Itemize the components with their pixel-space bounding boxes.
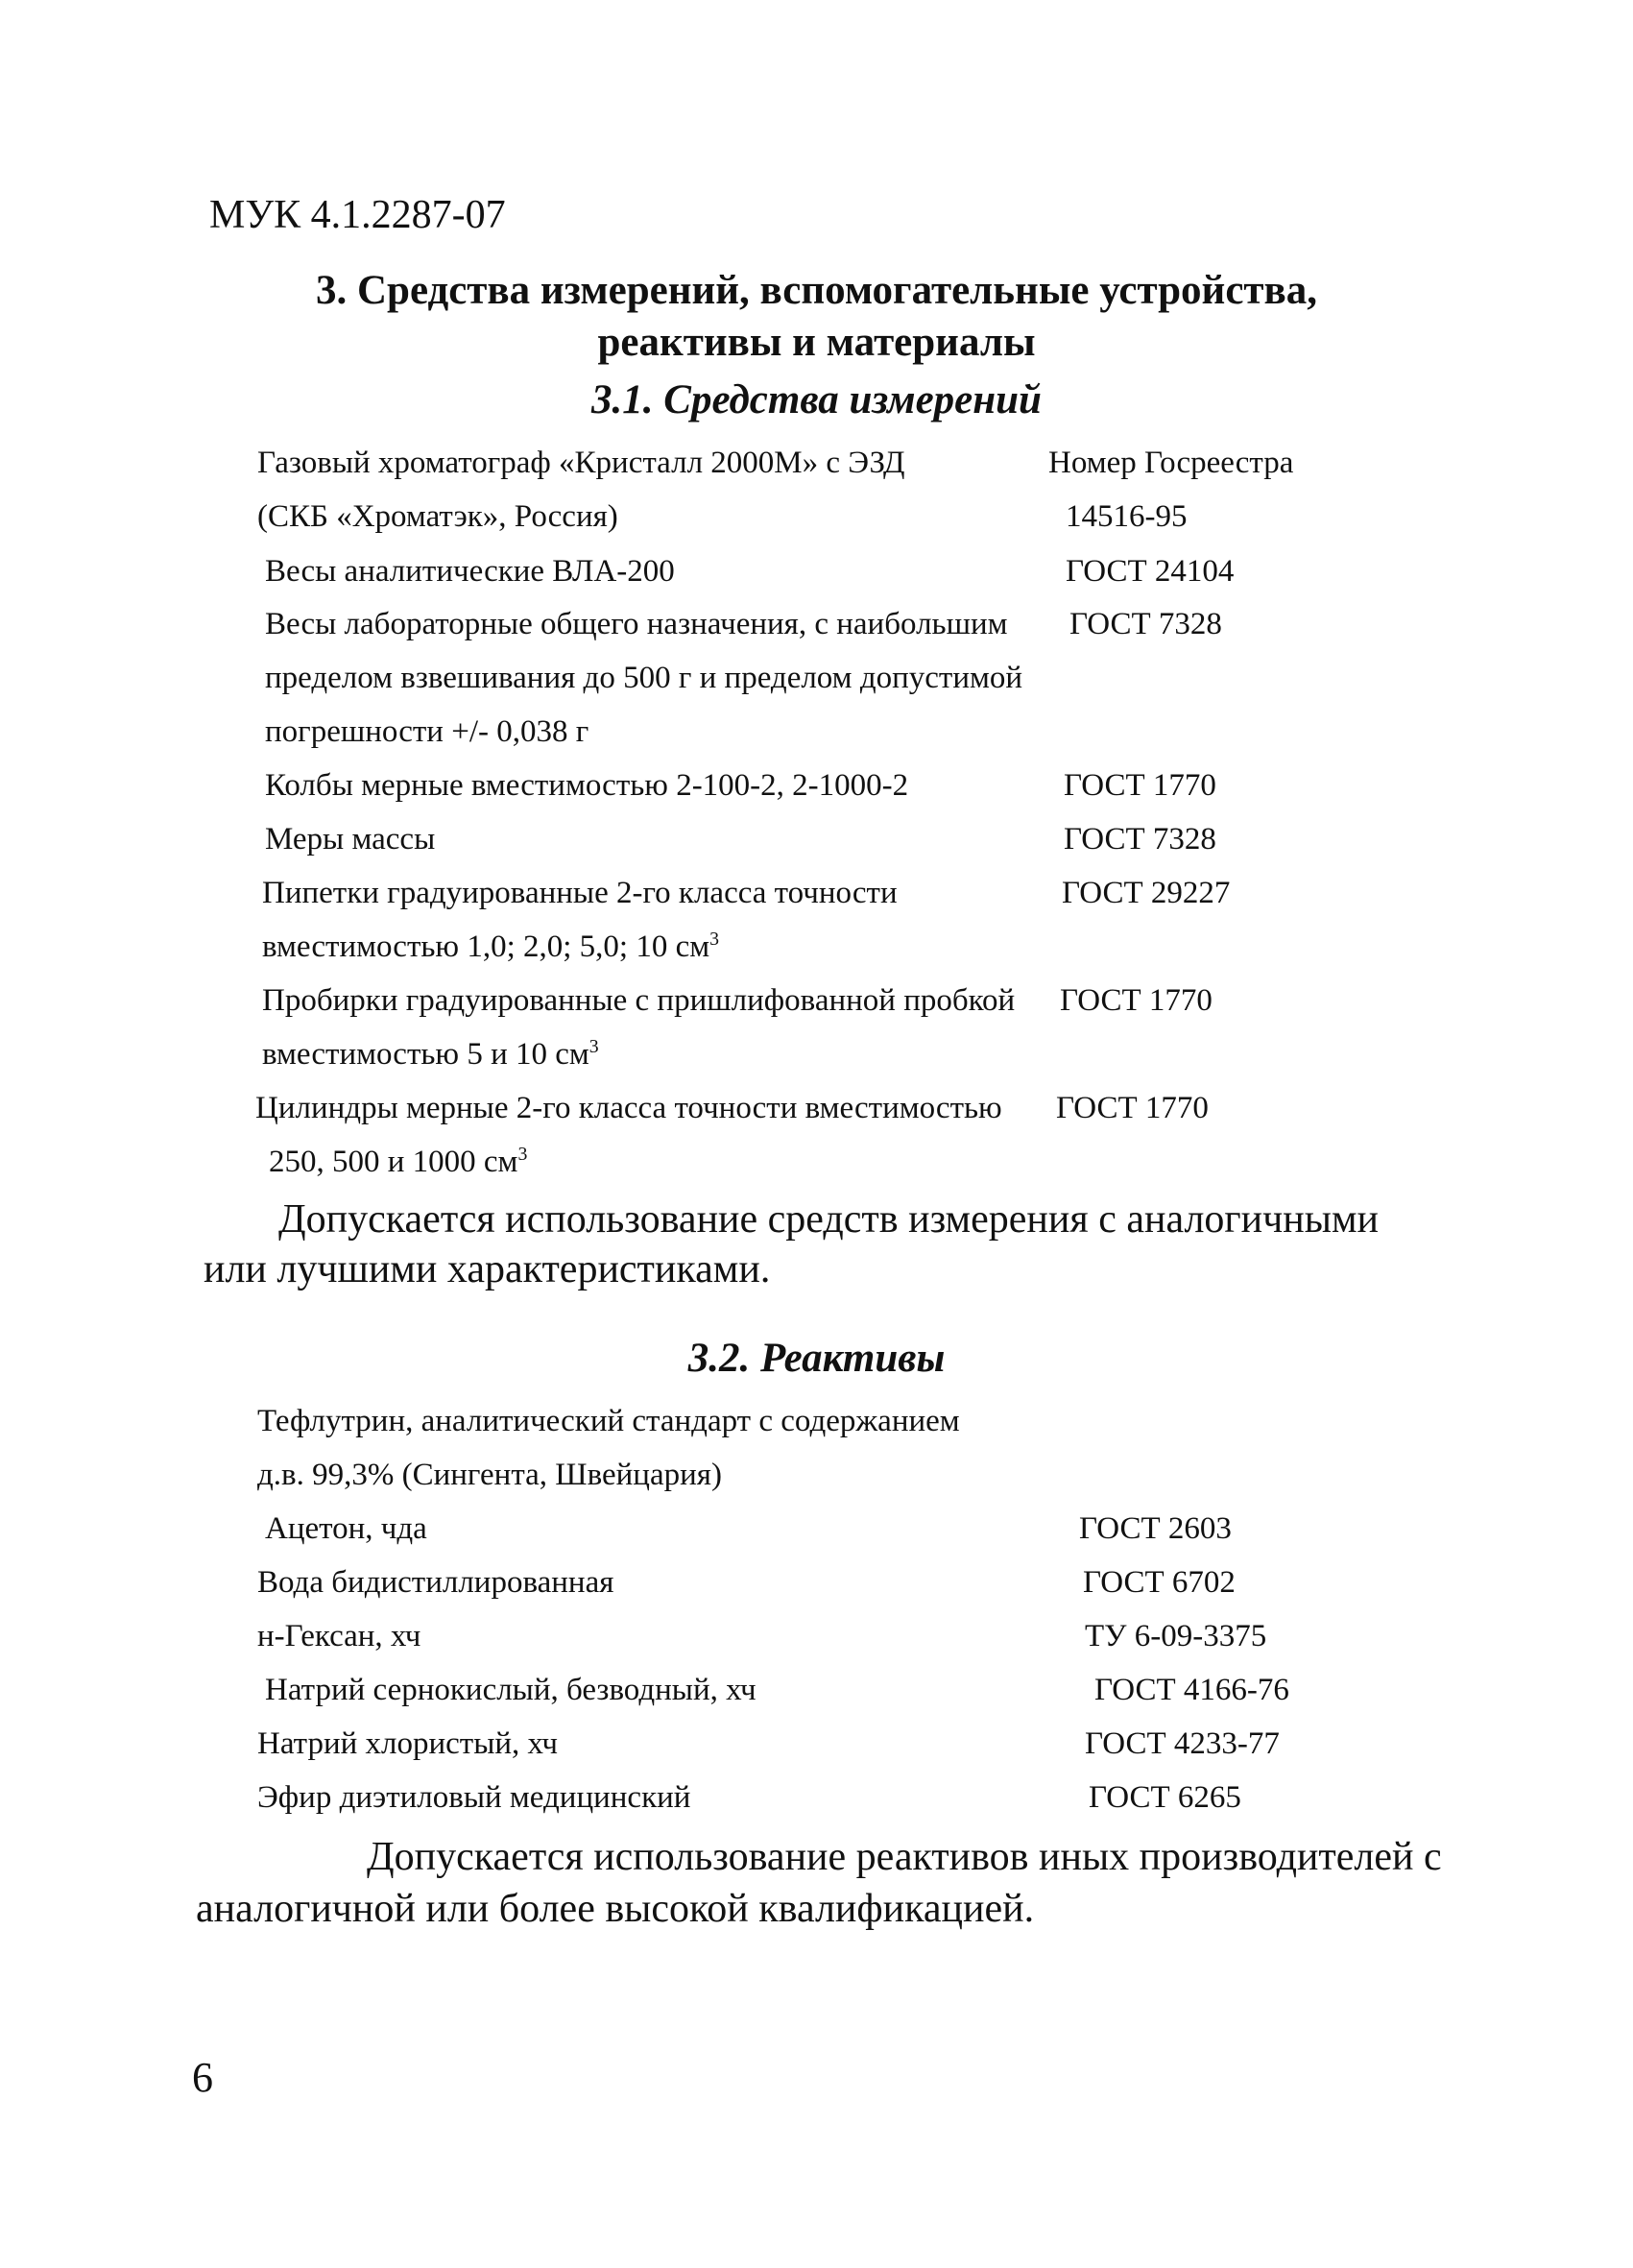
row-label: [265, 661, 1022, 696]
row-reference: Номер Госреестра: [1048, 446, 1294, 480]
row-label-text: вместимостью 1,0; 2,0; 5,0; 10 см: [262, 929, 710, 964]
row-label-text: Весы аналитические ВЛА-200: [265, 554, 675, 589]
row-label-text: (СКБ «Хроматэк», Россия): [257, 499, 618, 534]
row-reference: ГОСТ 29227: [1062, 876, 1231, 910]
row-label-text: погрешности +/- 0,038 г: [265, 714, 589, 749]
reagents-note-line-1: Допускается использование реактивов иных производителей с: [367, 1835, 1442, 1879]
row-label-text: Натрий сернокислый, безводный, хч: [265, 1673, 756, 1707]
row-label: [265, 822, 435, 857]
row-label-text: н-Гексан, хч: [257, 1619, 421, 1653]
row-label: [255, 1091, 1002, 1126]
row-label-text: Натрий хлористый, хч: [257, 1726, 559, 1761]
row-label-text: Пипетки градуированные 2-го класса точности: [262, 876, 898, 910]
row-reference: ГОСТ 7328: [1069, 607, 1222, 641]
row-reference: ГОСТ 4166-76: [1094, 1673, 1289, 1707]
row-label-text: Цилиндры мерные 2-го класса точности вместимостью: [255, 1091, 1002, 1125]
row-label: [265, 554, 675, 590]
row-label-text: Тефлутрин, аналитический стандарт с содержанием: [257, 1404, 960, 1438]
row-label-text: Эфир диэтиловый медицинский: [257, 1780, 691, 1815]
subsection-title-measuring-instruments: 3.1. Средства измерений: [591, 377, 1042, 422]
row-label: [257, 499, 618, 535]
row-reference: ГОСТ 1770: [1056, 1091, 1209, 1125]
row-label: [262, 929, 719, 965]
reagents-note-line-2: аналогичной или более высокой квалификацией.: [196, 1887, 1035, 1931]
page-number: 6: [192, 2054, 213, 2101]
row-reference: ГОСТ 1770: [1064, 768, 1216, 803]
row-label-text: Весы лабораторные общего назначения, с наибольшим: [265, 607, 1008, 641]
row-reference: ГОСТ 2603: [1079, 1511, 1232, 1546]
row-label-text: 250, 500 и 1000 см: [269, 1145, 518, 1179]
row-label-text: Меры массы: [265, 822, 436, 857]
row-reference: ГОСТ 6702: [1083, 1565, 1236, 1600]
section-title-line-1: 3. Средства измерений, вспомогательные устройства,: [315, 268, 1318, 313]
row-label: [262, 1037, 599, 1073]
row-label: [265, 714, 588, 750]
section-title-line-2: реактивы и материалы: [597, 320, 1036, 365]
row-label: [257, 1619, 420, 1654]
row-label: [257, 1404, 960, 1439]
note-line-1: Допускается использование средств измерения с аналогичными: [278, 1197, 1379, 1242]
row-label: [265, 607, 1008, 642]
row-label: [257, 1780, 690, 1816]
superscript: 3: [709, 929, 719, 950]
row-reference: ГОСТ 7328: [1064, 822, 1216, 857]
row-reference: ГОСТ 4233-77: [1085, 1726, 1280, 1761]
row-label: [262, 983, 1015, 1019]
row-reference: ГОСТ 1770: [1060, 983, 1213, 1018]
row-label-text: Колбы мерные вместимостью 2-100-2, 2-1000-2: [265, 768, 909, 803]
row-label: [257, 1726, 558, 1762]
document-code: МУК 4.1.2287-07: [209, 193, 506, 237]
row-label-text: вместимостью 5 и 10 см: [262, 1037, 589, 1072]
row-label: [265, 1511, 427, 1547]
row-label: [265, 1673, 756, 1708]
row-label: [265, 768, 908, 804]
row-label: [257, 1565, 613, 1601]
row-reference: 14516-95: [1066, 499, 1188, 534]
row-label-text: Вода бидистиллированная: [257, 1565, 614, 1600]
row-reference: ГОСТ 24104: [1066, 554, 1235, 589]
row-label-text: Газовый хроматограф «Кристалл 2000М» с ЭЗД: [257, 446, 905, 480]
row-label: [257, 446, 905, 481]
superscript: 3: [517, 1144, 528, 1165]
row-label-text: пределом взвешивания до 500 г и пределом допустимой: [265, 661, 1023, 695]
note-line-2: или лучшими характеристиками.: [204, 1247, 771, 1291]
superscript: 3: [588, 1036, 599, 1057]
row-reference: ГОСТ 6265: [1089, 1780, 1241, 1815]
row-label: [269, 1145, 527, 1180]
row-reference: ТУ 6-09-3375: [1085, 1619, 1267, 1653]
row-label-text: Пробирки градуированные с пришлифованной пробкой: [262, 983, 1016, 1018]
row-label-text: д.в. 99,3% (Сингента, Швейцария): [257, 1458, 722, 1492]
row-label-text: Ацетон, чда: [265, 1511, 427, 1546]
row-label: [257, 1458, 722, 1493]
subsection-title-reagents: 3.2. Реактивы: [687, 1336, 946, 1381]
row-label: [262, 876, 898, 911]
section-title: [0, 265, 1633, 369]
